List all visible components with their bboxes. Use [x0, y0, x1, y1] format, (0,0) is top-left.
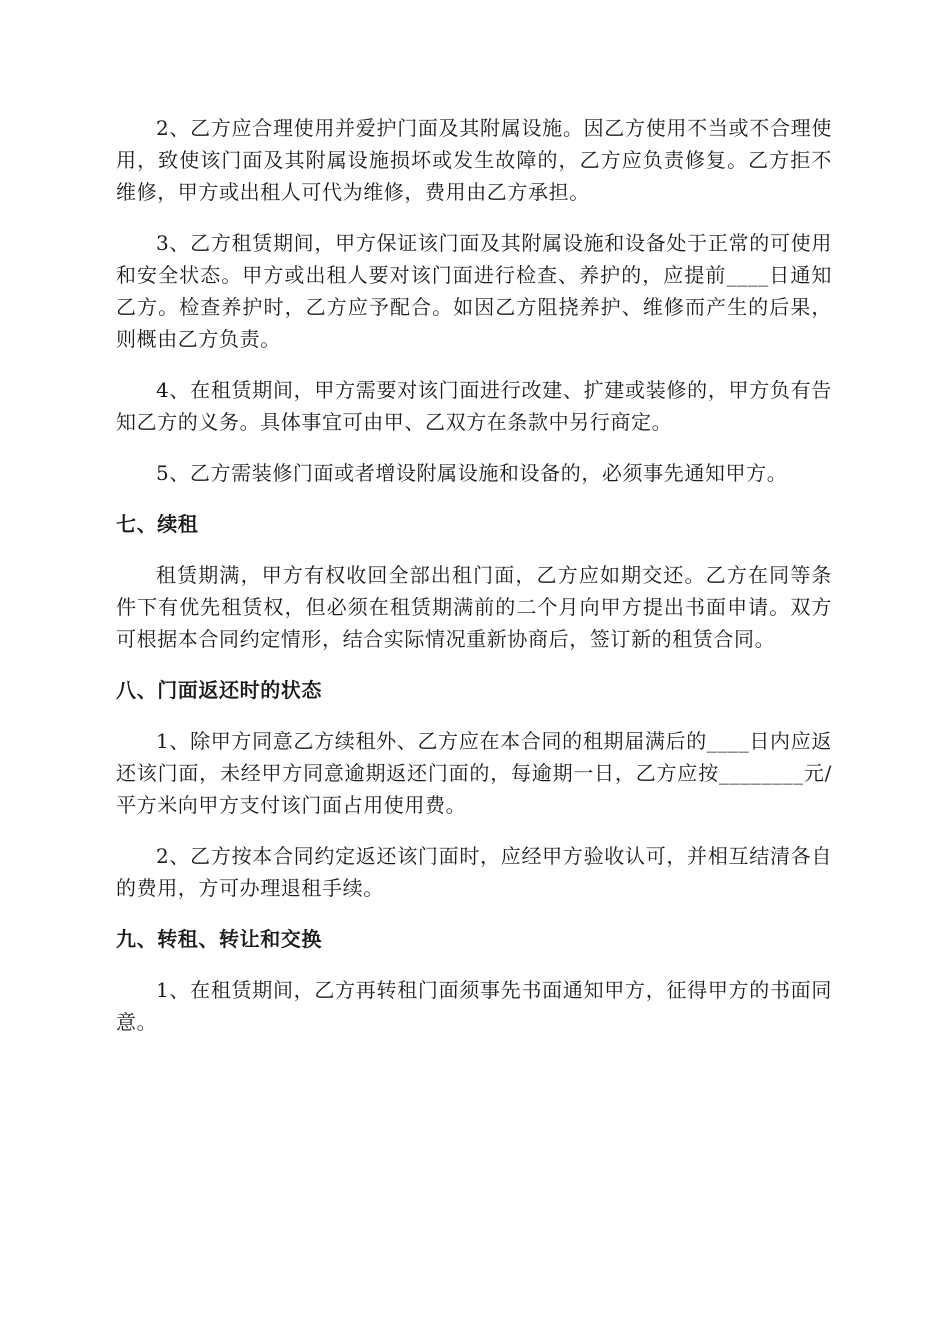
clause-8-1-paragraph: 1、除甲方同意乙方续租外、乙方应在本合同的租期届满后的____日内应返还该门面，未经甲方同意逾期返还门面的，每逾期一日，乙方应按________元/平方米向甲方支付该门面占用使用费。	[116, 729, 832, 817]
clause-6-2-paragraph: 2、乙方应合理使用并爱护门面及其附属设施。因乙方使用不当或不合理使用，致使该门面及其附属设施损坏或发生故障的，乙方应负责修复。乙方拒不维修，甲方或出租人可代为维修，费用由乙方承担。	[116, 116, 832, 204]
clause-6-4-paragraph: 4、在租赁期间，甲方需要对该门面进行改建、扩建或装修的，甲方负有告知乙方的义务。具体事宜可由甲、乙双方在条款中另行商定。	[116, 378, 832, 434]
clause-6-5-paragraph: 5、乙方需装修门面或者增设附属设施和设备的，必须事先通知甲方。	[156, 461, 788, 485]
section-7-paragraph: 租赁期满，甲方有权收回全部出租门面，乙方应如期交还。乙方在同等条件下有优先租赁权，但必须在租赁期满前的二个月向甲方提出书面申请。双方可根据本合同约定情形，结合实际情况重新协商后，签订新的租赁合同。	[116, 563, 832, 651]
clause-6-3-paragraph: 3、乙方租赁期间，甲方保证该门面及其附属设施和设备处于正常的可使用和安全状态。甲方或出租人要对该门面进行检查、养护的，应提前____日通知乙方。检查养护时，乙方应予配合。如因乙方阻挠养护、维修而产生的后果，则概由乙方负责。	[116, 231, 832, 351]
clause-9-1-paragraph: 1、在租赁期间，乙方再转租门面须事先书面通知甲方，征得甲方的书面同意。	[116, 978, 832, 1034]
section-7-heading: 七、续租	[116, 512, 199, 536]
section-8-heading: 八、门面返还时的状态	[116, 678, 322, 702]
document-page	[116, 112, 832, 1038]
section-9-heading: 九、转租、转让和交换	[116, 927, 322, 951]
clause-8-2-paragraph: 2、乙方按本合同约定返还该门面时，应经甲方验收认可，并相互结清各自的费用，方可办理退租手续。	[116, 844, 832, 900]
